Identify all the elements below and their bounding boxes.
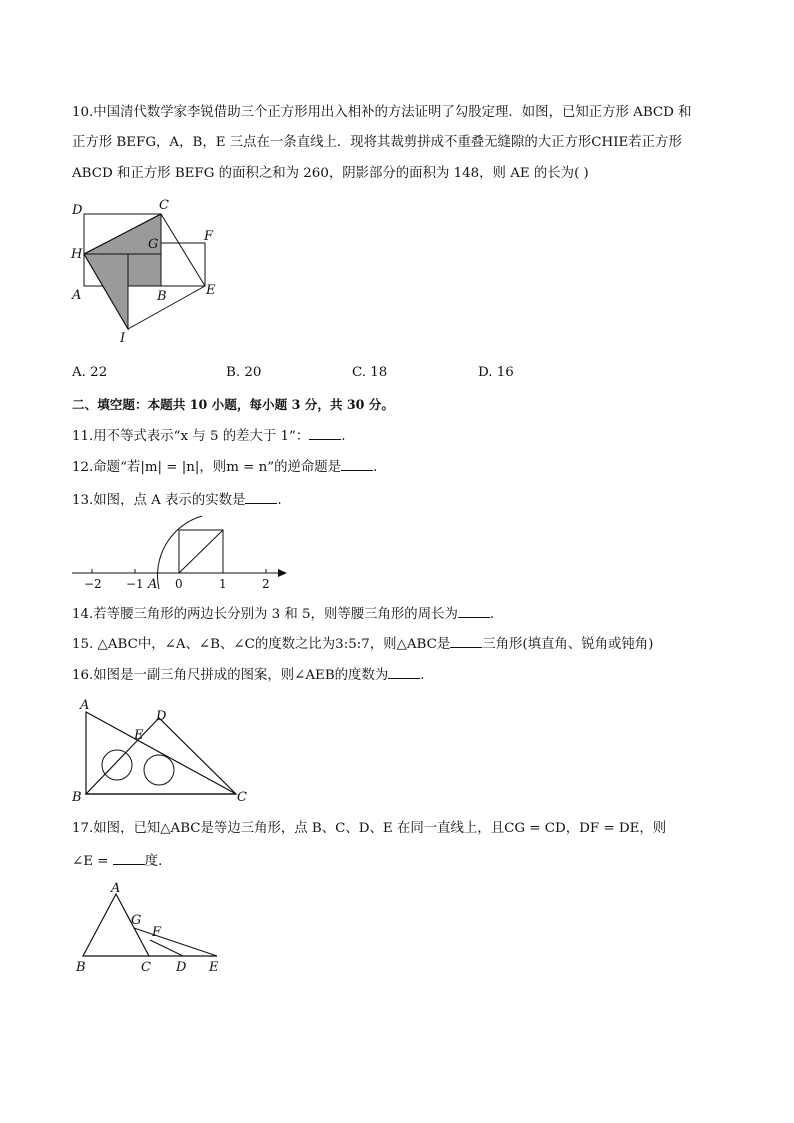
q17-label-a: A: [111, 881, 121, 896]
q13-tick-0: 0: [175, 577, 183, 591]
q12-end: .: [373, 460, 378, 475]
q17-answer-blank[interactable]: [113, 851, 145, 865]
q14-answer-blank[interactable]: [458, 604, 490, 618]
q12-text: 12.命题“若|m| = |n|，则m = n”的逆命题是: [72, 460, 342, 475]
q17-line1: 17.如图，已知△ABC是等边三角形，点 B、C、D、E 在同一直线上，且CG = CD，DF = DE，则: [72, 821, 667, 836]
q16-label-a: A: [80, 698, 90, 713]
q17-line2-start: ∠E =: [72, 854, 113, 869]
q17-label-e: E: [209, 960, 219, 975]
q13: [72, 490, 282, 510]
q17-label-g: G: [131, 913, 142, 928]
q10-choice-d: D. 16: [478, 365, 514, 380]
q10-label-g: G: [148, 237, 159, 252]
q13-answer-blank[interactable]: [245, 490, 277, 504]
q13-tick-minus1: −1: [126, 577, 144, 591]
q10-line2: 正方形 BEFG，A，B，E 三点在一条直线上．现将其裁剪拼成不重叠无缝隙的大正方形CHIE若正方形: [72, 135, 682, 150]
q13-tick-2: 2: [262, 577, 270, 591]
q17-label-f: F: [152, 925, 162, 940]
q17-figure: [68, 880, 238, 980]
q10-label-f: F: [204, 229, 214, 244]
q10-label-c: C: [159, 198, 169, 213]
q16-answer-blank[interactable]: [388, 665, 420, 679]
q17-label-b: B: [76, 960, 86, 975]
q10-line1: 10.中国清代数学家李锐借助三个正方形用出入相补的方法证明了勾股定理．如图，已知正方形 ABCD 和: [72, 105, 692, 120]
q13-end: .: [277, 493, 282, 508]
q16-end: .: [420, 668, 425, 683]
q12: [72, 457, 377, 477]
q16-label-e: E: [134, 728, 144, 743]
q16-label-b: B: [72, 790, 82, 805]
section-heading: 二、填空题：本题共 10 小题，每小题 3 分，共 30 分。: [72, 397, 394, 412]
q15: [72, 634, 653, 654]
q16: [72, 665, 425, 685]
q14-end: .: [489, 607, 495, 622]
q14: [72, 604, 494, 624]
q11-text: 11.用不等式表示“x 与 5 的差大于 1”：: [72, 429, 310, 444]
q11-end: .: [341, 429, 346, 444]
q10-figure: [64, 196, 224, 346]
q10-choice-c: C. 18: [352, 365, 388, 380]
q13-tick-1: 1: [219, 577, 227, 591]
q17-label-d: D: [176, 960, 187, 975]
q10-label-e: E: [206, 283, 216, 298]
q15-text: 15. △ABC中，∠A、∠B、∠C的度数之比为3:5:7，则△ABC是: [72, 637, 451, 652]
q10-label-a: A: [72, 288, 82, 303]
q15-answer-blank[interactable]: [450, 634, 482, 648]
q17-line2: [72, 851, 172, 871]
q11-answer-blank[interactable]: [309, 426, 341, 440]
q16-label-d: D: [156, 709, 167, 724]
q10-line3: ABCD 和正方形 BEFG 的面积之和为 260，阴影部分的面积为 148，则 AE 的长为( ): [72, 166, 589, 181]
q10-label-i: I: [120, 331, 126, 346]
q10-choice-b: B. 20: [226, 365, 262, 380]
q10-label-h: H: [71, 247, 83, 262]
q12-answer-blank[interactable]: [341, 457, 373, 471]
q16-text: 16.如图是一副三角尺拼成的图案，则∠AEB的度数为: [72, 668, 389, 683]
q10-choice-a: A. 22: [72, 365, 108, 380]
q10-label-b: B: [157, 289, 167, 304]
q13-number-line-figure: [66, 512, 296, 592]
q14-text: 14.若等腰三角形的两边长分别为 3 和 5，则等腰三角形的周长为: [72, 607, 458, 622]
q17-label-c: C: [141, 960, 151, 975]
q13-tick-minus2: −2: [84, 577, 102, 591]
q16-figure: [66, 694, 256, 804]
q17-line2-end: 度．: [144, 854, 172, 869]
q13-text: 13.如图，点 A 表示的实数是: [72, 493, 246, 508]
q10-label-d: D: [72, 203, 83, 218]
q11: [72, 426, 346, 446]
q13-label-a: A: [148, 577, 158, 592]
q15-end: 三角形(填直角、锐角或钝角): [482, 637, 654, 652]
q16-label-c: C: [237, 790, 247, 805]
